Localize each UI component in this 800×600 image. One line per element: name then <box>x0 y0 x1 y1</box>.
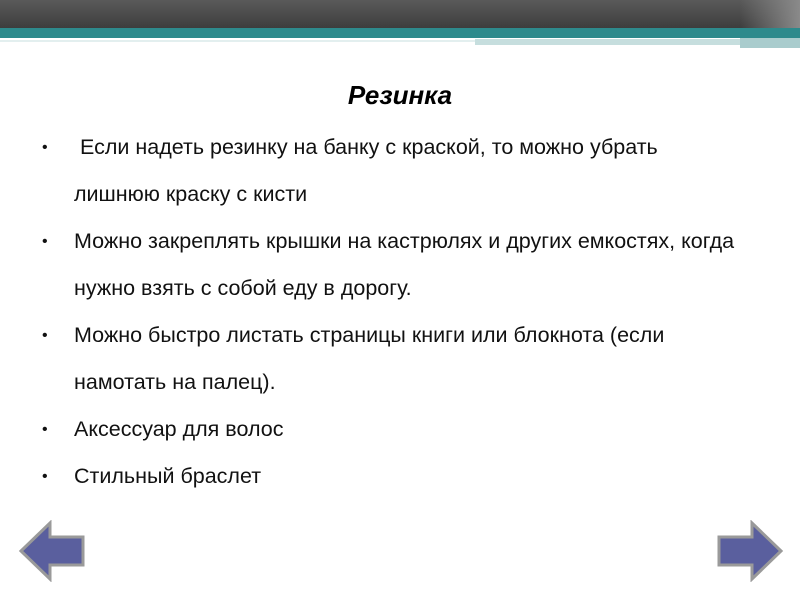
header-bar-fade <box>740 0 800 28</box>
accent-sub-stripe <box>0 38 800 48</box>
bullet-dot-icon: • <box>42 468 48 485</box>
bullet-text: Стильный браслет <box>74 464 262 488</box>
bullet-dot-icon: • <box>42 233 48 250</box>
bullet-item <box>40 218 740 312</box>
bullet-text: Если надеть резинку на банку с краской, то можно убрать лишнюю краску с кисти <box>74 135 664 206</box>
next-slide-button[interactable] <box>716 520 784 582</box>
bullet-item <box>40 453 740 500</box>
bullet-text: Можно закреплять крышки на кастрюлях и других емкостях, когда нужно взять с собой еду в дорогу. <box>74 229 735 300</box>
bullet-item <box>40 406 740 453</box>
bullet-list <box>40 124 740 500</box>
header-bar <box>0 0 800 28</box>
previous-slide-button[interactable] <box>18 520 86 582</box>
bullet-item <box>40 124 740 218</box>
bullet-item <box>40 312 740 406</box>
accent-segment-light <box>0 40 475 42</box>
slide-title: Резинка <box>347 80 453 110</box>
accent-notch-icon <box>405 34 411 38</box>
arrow-right-icon <box>716 520 784 582</box>
arrow-left-icon <box>18 520 86 582</box>
bullet-dot-icon: • <box>42 421 48 438</box>
bullet-text: Можно быстро листать страницы книги или блокнота (если намотать на палец). <box>74 323 665 394</box>
accent-stripe <box>0 28 800 38</box>
bullet-text: Аксессуар для волос <box>74 417 284 441</box>
bullet-dot-icon: • <box>42 327 48 344</box>
accent-segment-dark <box>740 38 800 48</box>
bullet-dot-icon: • <box>42 139 48 156</box>
